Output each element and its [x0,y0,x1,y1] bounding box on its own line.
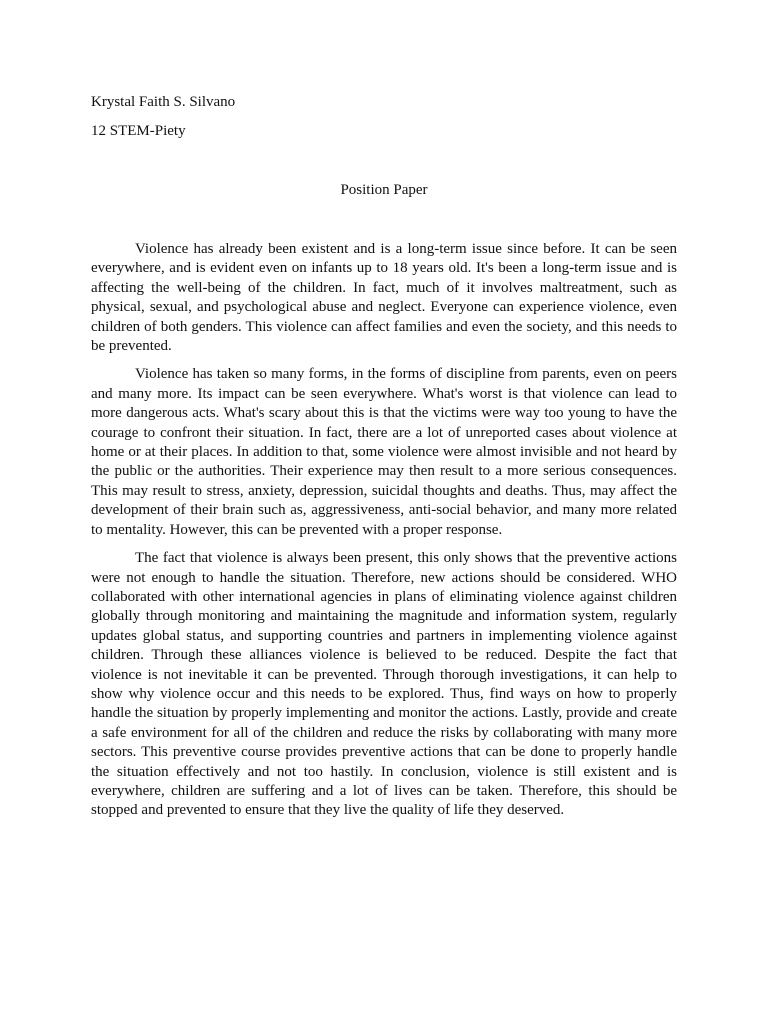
document-title: Position Paper [340,182,428,198]
author-name: Krystal Faith S. Silvano [91,94,236,110]
paragraph-1: Violence has already been existent and is a long-term issue since before. It can be seen everywhere, and is evident even on infants up to 18 years old. It's been a long-term issue and is affecting the well-being of the children. In fact, much of it involves maltreatment, such as physical, sexual, and psychological abuse and neglect. Everyone can experience violence, even children of both genders. This violence can affect families and even the society, and this needs to be prevented. [91,241,677,355]
paragraph-2: Violence has taken so many forms, in the forms of discipline from parents, even on peers and many more. Its impact can be seen everywhere. What's worst is that violence can lead to more dangerous acts. What's scary about this is that the victims were way too young to have the courage to confront their situation. In fact, there are a lot of unreported cases about violence at home or at their places. In addition to that, some violence were almost invisible and not heard by the public or the authorities. Their experience may then result to a more serious consequences. This may result to stress, anxiety, depression, suicidal thoughts and deaths. Thus, may affect the development of their brain such as, aggressiveness, anti-social behavior, and many more related to mentality. However, this can be prevented with a proper response. [91,366,677,538]
paragraph-3: The fact that violence is always been present, this only shows that the preventive actions were not enough to handle the situation. Therefore, new actions should be considered. WHO collaborated with other international agencies in plans of eliminating violence against children globally through monitoring and maintaining the magnitude and information system, regularly updates global status, and supporting countries and partners in implementing violence against children. Through these alliances violence is believed to be reduced. Despite the fact that violence is not inevitable it can be prevented. Through thorough investigations, it can help to show why violence occur and this needs to be explored. Thus, find ways on how to properly handle the situation by properly implementing and monitor the actions. Lastly, provide and create a safe environment for all of the children and reduce the risks by collaborating with many more sectors. This preventive course provides preventive actions that can be done to properly handle the situation effectively and not too hastily. In conclusion, violence is still existent and is everywhere, children are suffering and a lot of lives can be taken. Therefore, this should be stopped and prevented to ensure that they live the quality of life they deserved. [91,550,677,819]
document-body [91,240,677,830]
class-section: 12 STEM-Piety [91,123,186,139]
